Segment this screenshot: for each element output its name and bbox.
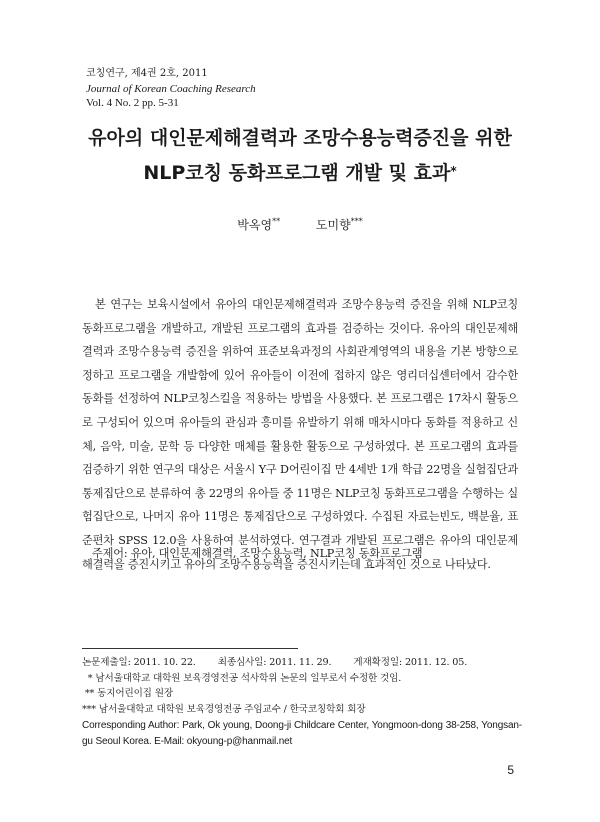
date-accepted: 게재확정일: 2011. 12. 05.	[353, 657, 468, 668]
author-1	[237, 216, 280, 233]
author-1-mark: **	[272, 217, 281, 226]
title-line-2	[0, 156, 600, 191]
title-footnote-mark: *	[450, 164, 457, 178]
page-number: 5	[507, 763, 514, 777]
paper-title	[0, 121, 600, 191]
footnote-2: ** 동지어린이집 원장	[82, 688, 173, 700]
journal-issue-line: 코칭연구, 제4권 2호, 2011	[86, 68, 208, 79]
corresponding-author: Corresponding Author: Park, Ok young, Doong-ji Childcare Center, Yongmoon-dong 38-258, Yongsan-gu Seoul Korea. E-Mail: okyoung-p@hanmail.net	[82, 719, 522, 747]
footnote-3: *** 남서울대학교 대학원 보육경영전공 주임교수 / 한국코칭학회 회장	[82, 704, 366, 716]
keywords: 주제어: 유아, 대인문제해결력, 조망수용능력, NLP코칭 동화프로그램	[92, 547, 423, 560]
date-reviewed: 최종심사일: 2011. 11. 29.	[217, 657, 332, 668]
footnote-divider	[82, 648, 298, 649]
date-submitted: 논문제출일: 2011. 10. 22.	[82, 657, 196, 668]
author-list	[0, 216, 600, 233]
footnote-1: * 남서울대학교 대학원 보육경영전공 석사학위 논문의 일부로서 수정한 것임.	[82, 672, 402, 684]
journal-header	[86, 67, 256, 111]
title-line-1: 유아의 대인문제해결력과 조망수용능력증진을 위한	[88, 127, 512, 149]
title-line-2-text: NLP코칭 동화프로그램 개발 및 효과	[143, 162, 451, 184]
submission-dates	[82, 655, 522, 671]
author-2-mark: ***	[350, 217, 363, 226]
author-2	[316, 216, 363, 233]
footnotes	[82, 655, 522, 749]
journal-volume: Vol. 4 No. 2 pp. 5-31	[86, 97, 179, 109]
author-1-name: 박옥영	[237, 218, 273, 232]
abstract: 본 연구는 보육시설에서 유아의 대인문제해결력과 조망수용능력 증진을 위해 NLP코칭 동화프로그램을 개발하고, 개발된 프로그램의 효과를 검증하는 것이다. 유아의 대인문제해결력과 조망수용능력 증진을 위하여 표준보육과정의 사회관계영역의 내용을 기본 방향으로 정하고 프로그램을 개발함에 있어 유아들이 이전에 접하지 않은 영리더십센터에서 감수한 동화를 선정하여 NLP코칭스킬을 적용하는 방법을 사용했다. 본 프로그램은 17차시 활동으로 구성되어 있으며 유아들의 관심과 흥미를 유발하기 위해 매차시마다 동화를 적용하고 신체, 음악, 미술, 문학 등 다양한 매체를 활용한 활동으로 구성하였다. 본 프로그램의 효과를 검증하기 위한 연구의 대상은 서울시 Y구 D어린이집 만 4세반 1개 학급 22명을 실험집단과 통제집단으로 분류하여 총 22명의 유아들 중 11명은 NLP코칭 동화프로그램을 수행하는 실험집단으로, 나머지 유아 11명은 통제집단으로 구성하였다. 수집된 자료는빈도, 백분율, 표준편차 SPSS 12.0을 사용하여 분석하였다. 연구결과 개발된 프로그램은 유아의 대인문제해결력을 증진시키고 유아의 조망수용능력을 증진시키는데 효과적인 것으로 나타났다.	[82, 298, 518, 571]
author-2-name: 도미향	[315, 218, 351, 232]
journal-name: Journal of Korean Coaching Research	[86, 82, 256, 95]
